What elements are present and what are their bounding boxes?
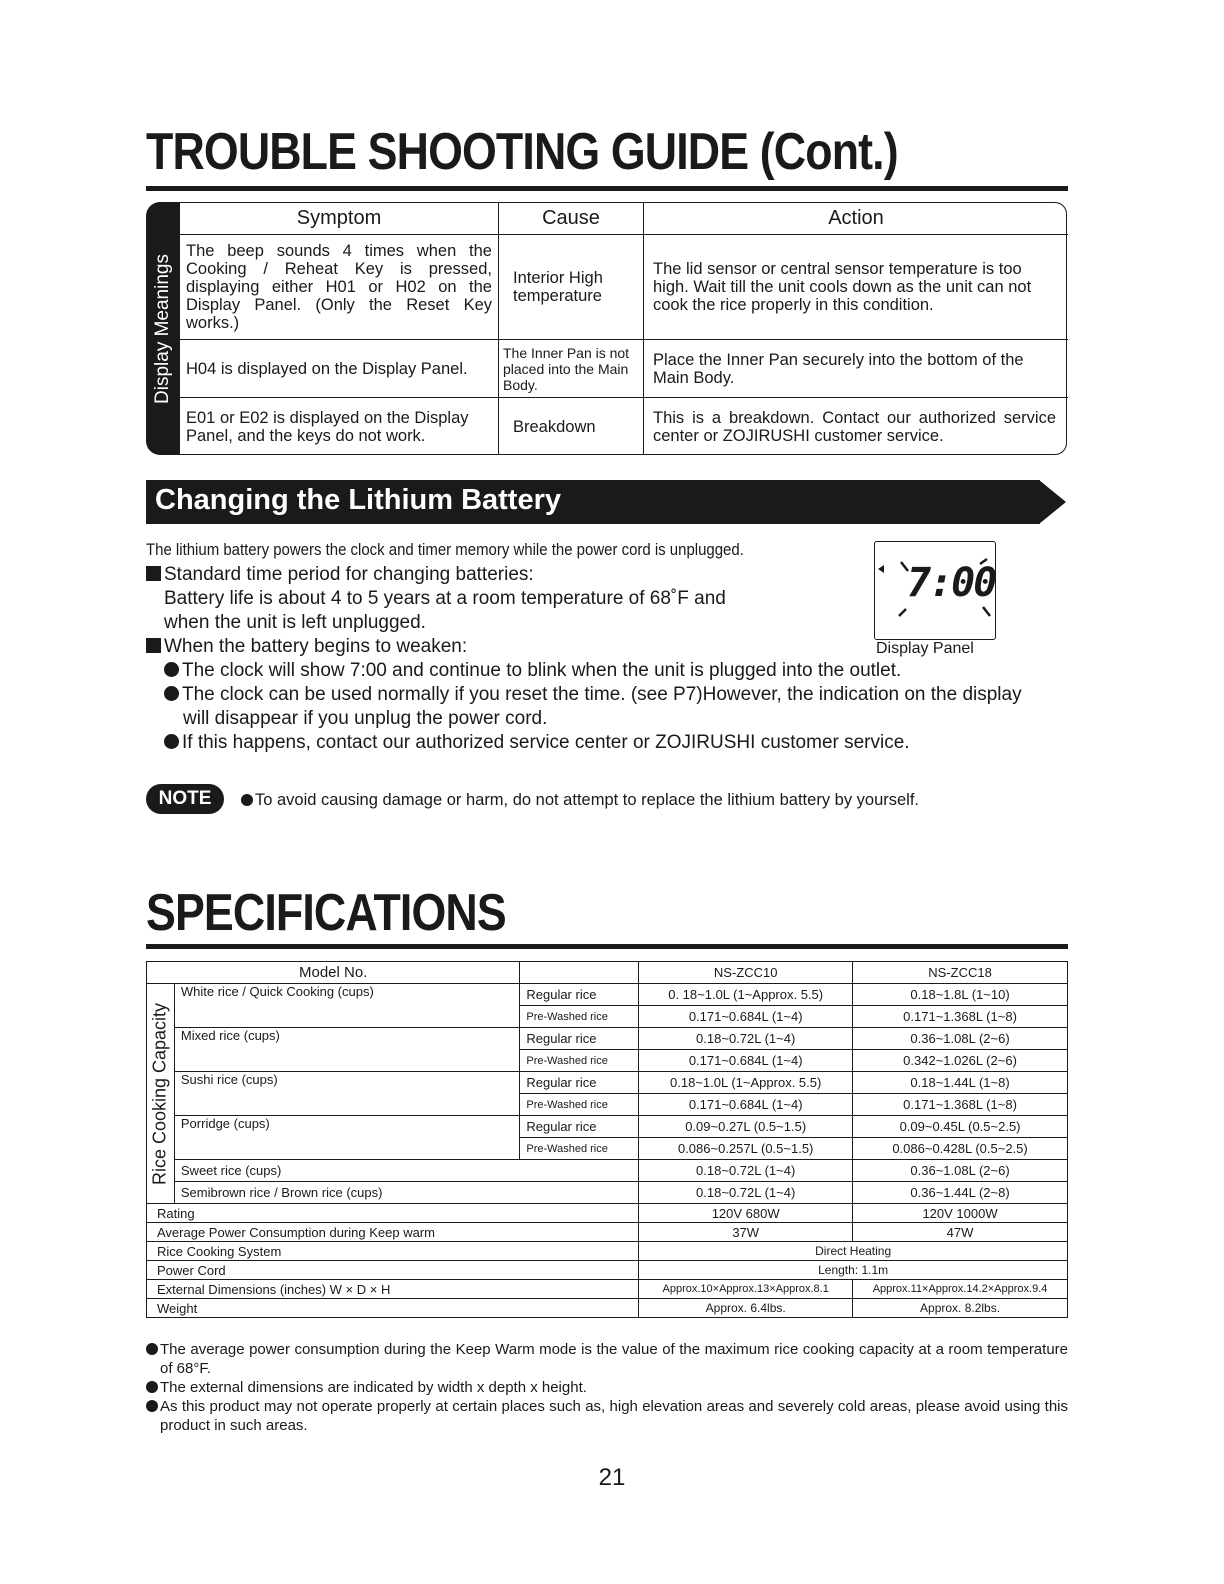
regular-label: Regular rice [520, 1116, 639, 1138]
weight-name: Weight [147, 1299, 639, 1318]
spec-note-3-text: As this product may not operate properly at certain places such as, high elevation areas and severely cold areas, please avoid using this product in such areas. [160, 1398, 1068, 1434]
value-10: 0.171~0.684L (1~4) [639, 1094, 853, 1116]
value-10: 0. 18~1.0L (1~Approx. 5.5) [639, 984, 853, 1006]
value-10: 0.18~0.72L (1~4) [639, 1028, 853, 1050]
value-18: Approx.11×Approx.14.2×Approx.9.4 [853, 1280, 1068, 1299]
table-row [147, 1028, 1068, 1050]
symptom-cell: E01 or E02 is displayed on the Display Panel, and the keys do not work. [180, 398, 499, 456]
specs-title: SPECIFICATIONS [146, 884, 506, 942]
specs-rule [146, 944, 1068, 949]
display-panel-caption: Display Panel [876, 640, 974, 657]
bullet-dot-icon [146, 1381, 158, 1393]
table-row [147, 1242, 1068, 1261]
value-10: 0.18~1.0L (1~Approx. 5.5) [639, 1072, 853, 1094]
bullet-dot-icon [146, 1343, 158, 1355]
troubleshooting-table [146, 202, 1068, 455]
value-18: 120V 1000W [853, 1204, 1068, 1223]
cause-cell: Interior High temperature [499, 235, 644, 340]
display-panel-time: 7:00 [907, 560, 996, 606]
bullet-2 [164, 683, 1022, 707]
table-row [180, 398, 1068, 456]
action-header: Action [644, 202, 1069, 235]
cause-cell: The Inner Pan is not placed into the Main Body. [499, 340, 644, 398]
model-18: NS-ZCC18 [853, 962, 1068, 984]
prewashed-label: Pre-Washed rice [520, 1094, 639, 1116]
square-bullet-icon [146, 638, 161, 653]
bullet-dot-icon [164, 686, 179, 701]
value-10: 0.18~0.72L (1~4) [639, 1160, 853, 1182]
weak-heading-row [146, 635, 467, 659]
title-rule [146, 186, 1068, 191]
display-meanings-label: Display Meanings [152, 253, 173, 404]
table-row [147, 1116, 1068, 1138]
display-meanings-tab [146, 202, 180, 455]
prewashed-label: Pre-Washed rice [520, 1050, 639, 1072]
troubleshooting-grid [180, 202, 1068, 455]
symptom-cell: The beep sounds 4 times when the Cooking / Reheat Key is pressed, displaying either H01 or H02 on the Display Panel. (Only the Reset Key works.) [186, 242, 492, 332]
page-title: TROUBLE SHOOTING GUIDE (Cont.) [146, 123, 898, 181]
section-banner [146, 480, 1066, 524]
value-10: 0.171~0.684L (1~4) [639, 1050, 853, 1072]
capacity-name: Mixed rice (cups) [174, 1028, 519, 1072]
note-row [241, 791, 919, 810]
table-row [147, 1280, 1068, 1299]
banner-title: Changing the Lithium Battery [155, 484, 561, 516]
value-18: 0.36~1.08L (2~6) [853, 1160, 1068, 1182]
spec-note-2-text: The external dimensions are indicated by width x depth x height. [160, 1379, 587, 1396]
symptom-cell: H04 is displayed on the Display Panel. [180, 340, 499, 398]
bullet-dot-icon [164, 662, 179, 677]
bullet-1 [164, 659, 901, 683]
bullet-dot-icon [164, 734, 179, 749]
prewashed-label: Pre-Washed rice [520, 1006, 639, 1028]
std-line-1: Battery life is about 4 to 5 years at a room temperature of 68˚F and [164, 588, 726, 609]
battery-intro: The lithium battery powers the clock and timer memory while the power cord is unplugged. [146, 540, 744, 559]
cause-header: Cause [499, 202, 644, 235]
value-18: 0.171~1.368L (1~8) [853, 1094, 1068, 1116]
rice-capacity-side [147, 984, 175, 1204]
rice-capacity-label: Rice Cooking Capacity [149, 1002, 170, 1185]
spec-note-3 [146, 1397, 1068, 1435]
keepwarm-name: Average Power Consumption during Keep warm [147, 1223, 639, 1242]
value-10: 0.171~0.684L (1~4) [639, 1006, 853, 1028]
value-18: 0.18~1.44L (1~8) [853, 1072, 1068, 1094]
value-10: 120V 680W [639, 1204, 853, 1223]
value-18: 0.09~0.45L (0.5~2.5) [853, 1116, 1068, 1138]
std-heading: Standard time period for changing batteries: [164, 564, 534, 585]
spacer-cell [520, 962, 639, 984]
bullet-3-text: If this happens, contact our authorized service center or ZOJIRUSHI customer service. [182, 732, 910, 753]
capacity-name: White rice / Quick Cooking (cups) [174, 984, 519, 1028]
rating-name: Rating [147, 1204, 639, 1223]
cord-name: Power Cord [147, 1261, 639, 1280]
value-18: 0.36~1.08L (2~6) [853, 1028, 1068, 1050]
table-row [180, 340, 1068, 398]
value-18: 47W [853, 1223, 1068, 1242]
value-18: 0.18~1.8L (1~10) [853, 984, 1068, 1006]
action-cell: This is a breakdown. Contact our authorized service center or ZOJIRUSHI customer service. [644, 398, 1069, 456]
capacity-name: Sushi rice (cups) [174, 1072, 519, 1116]
value-18: 0.36~1.44L (2~8) [853, 1182, 1068, 1204]
value-18: Approx. 8.2lbs. [853, 1299, 1068, 1318]
banner-arrow-icon [1039, 480, 1066, 524]
bullet-dot-icon [241, 794, 253, 806]
model-label: Model No. [147, 962, 520, 984]
value-18: 0.171~1.368L (1~8) [853, 1006, 1068, 1028]
value-10: 0.09~0.27L (0.5~1.5) [639, 1116, 853, 1138]
prewashed-label: Pre-Washed rice [520, 1138, 639, 1160]
system-value: Direct Heating [639, 1242, 1068, 1261]
table-row [147, 1223, 1068, 1242]
regular-label: Regular rice [520, 1028, 639, 1050]
bullet-2-text: The clock can be used normally if you reset the time. (see P7)However, the indication on the display [182, 684, 1022, 705]
note-badge: NOTE [146, 784, 224, 814]
action-cell: Place the Inner Pan securely into the bottom of the Main Body. [644, 340, 1069, 398]
action-cell: The lid sensor or central sensor temperature is too high. Wait till the unit cools down as the unit can not cook the rice properly in this condition. [644, 235, 1069, 340]
cause-cell: Breakdown [499, 398, 644, 456]
value-10: 0.086~0.257L (0.5~1.5) [639, 1138, 853, 1160]
bullet-dot-icon [146, 1400, 158, 1412]
capacity-name: Porridge (cups) [174, 1116, 519, 1160]
table-row [147, 1160, 1068, 1182]
specs-table [146, 961, 1068, 1318]
table-row [147, 1072, 1068, 1094]
value-10: Approx.10×Approx.13×Approx.8.1 [639, 1280, 853, 1299]
cord-value: Length: 1.1m [639, 1261, 1068, 1280]
sweet-name: Sweet rice (cups) [174, 1160, 638, 1182]
bullet-3 [164, 731, 910, 755]
symptom-header: Symptom [180, 202, 499, 235]
spec-note-2 [146, 1378, 1068, 1397]
regular-label: Regular rice [520, 984, 639, 1006]
note-text: To avoid causing damage or harm, do not attempt to replace the lithium battery by yourself. [255, 791, 920, 809]
std-line-2: when the unit is left unplugged. [164, 612, 426, 633]
bullet-1-text: The clock will show 7:00 and continue to blink when the unit is plugged into the outlet. [182, 660, 902, 681]
table-row [147, 1204, 1068, 1223]
spec-note-1-text: The average power consumption during the Keep Warm mode is the value of the maximum rice cooking capacity at a room temperature of 68°F. [160, 1341, 1068, 1377]
regular-label: Regular rice [520, 1072, 639, 1094]
value-10: 0.18~0.72L (1~4) [639, 1182, 853, 1204]
dimensions-name: External Dimensions (inches) W × D × H [147, 1280, 639, 1299]
semibrown-name: Semibrown rice / Brown rice (cups) [174, 1182, 638, 1204]
value-10: Approx. 6.4lbs. [639, 1299, 853, 1318]
square-bullet-icon [146, 566, 161, 581]
value-18: 0.342~1.026L (2~6) [853, 1050, 1068, 1072]
model-10: NS-ZCC10 [639, 962, 853, 984]
bullet-2-cont: will disappear if you unplug the power cord. [183, 708, 548, 729]
table-row [147, 1182, 1068, 1204]
table-row [147, 984, 1068, 1006]
std-heading-row [146, 563, 534, 587]
page-number: 21 [598, 1464, 626, 1491]
value-10: 37W [639, 1223, 853, 1242]
table-row [147, 962, 1068, 984]
table-row [147, 1261, 1068, 1280]
table-row [180, 235, 1068, 340]
system-name: Rice Cooking System [147, 1242, 639, 1261]
spec-note-1 [146, 1340, 1068, 1378]
table-row [147, 1299, 1068, 1318]
weak-heading: When the battery begins to weaken: [164, 636, 468, 657]
value-18: 0.086~0.428L (0.5~2.5) [853, 1138, 1068, 1160]
